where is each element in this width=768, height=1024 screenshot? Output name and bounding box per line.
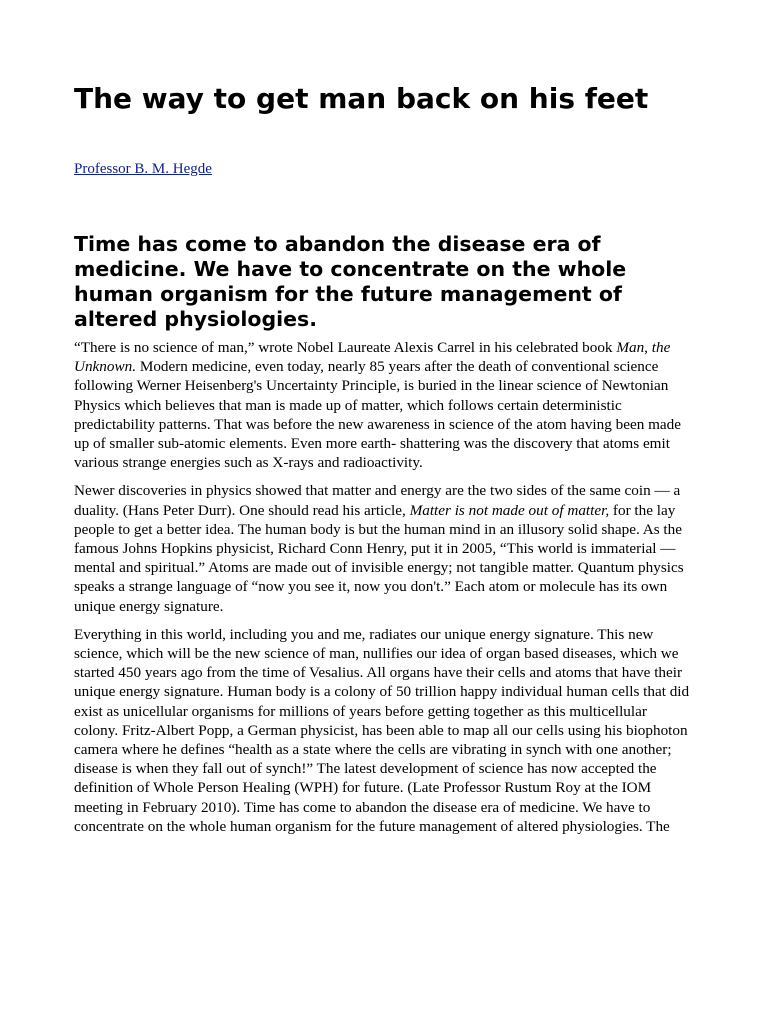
article-body — [74, 338, 694, 836]
book-title: Man, the Unknown. — [74, 339, 671, 376]
paragraph-2-text-b: for the lay people to get a better idea. The human body is but the human mind in an illusory solid shape. As the famous Johns Hopkins physicist, Richard Conn Henry, put it in 2005, “This world is immaterial — mental and spiritual.” Atoms are made out of invisible energy; not tangible matter. Quantum physics speaks a strange language of “now you see it, now you don't.” Each atom or molecule has its own unique energy signature. — [74, 501, 684, 615]
paragraph-1 — [74, 338, 694, 472]
paragraph-2-text-a: Newer discoveries in physics showed that matter and energy are the two sides of the same coin — a duality. (Hans Peter Durr). One should read his article, — [74, 482, 681, 519]
paragraph-2 — [74, 481, 694, 615]
paragraph-1-text-b: Modern medicine, even today, nearly 85 years after the death of conventional science following Werner Heisenberg's Uncertainty Principle, is buried in the linear science of Newtonian Physics which believes that man is made up of matter, which follows certain deterministic predictability patterns. That was before the new awareness in science of the atom having been made up of smaller sub-atomic elements. Even more earth- shattering was the discovery that atoms emit various strange energies such as X-rays and radioactivity. — [74, 358, 681, 472]
paragraph-1-text-a: “There is no science of man,” wrote Nobel Laureate Alexis Carrel in his celebrated book — [74, 339, 617, 356]
author-link[interactable]: Professor B. M. Hegde — [74, 161, 212, 177]
article-title: The way to get man back on his feet — [74, 82, 649, 115]
article — [74, 82, 694, 845]
author-line — [74, 160, 694, 178]
article-subtitle: Time has come to abandon the disease era of medicine. We have to concentrate on the whole human organism for the future management of altered physiologies. — [74, 232, 627, 331]
paragraph-3: Everything in this world, including you and me, radiates our unique energy signature. This new science, which will be the new science of man, nullifies our idea of organ based diseases, which we started 450 years ago from the time of Vesalius. All organs have their cells and atoms that have their unique energy signature. Human body is a colony of 50 trillion happy individual human cells that did exist as unicellular organisms for millions of years before getting together as this multicellular colony. Fritz-Albert Popp, a German physicist, has been able to map all our cells using his biophoton camera where he defines “health as a state where the cells are vibrating in synch with one another; disease is when they fall out of synch!” The latest development of science has now accepted the definition of Whole Person Healing (WPH) for future. (Late Professor Rustum Roy at the IOM meeting in February 2010). Time has come to abandon the disease era of medicine. We have to concentrate on the whole human organism for the future management of altered physiologies. The — [74, 625, 690, 835]
article-reference: Matter is not made out of matter, — [409, 501, 610, 519]
